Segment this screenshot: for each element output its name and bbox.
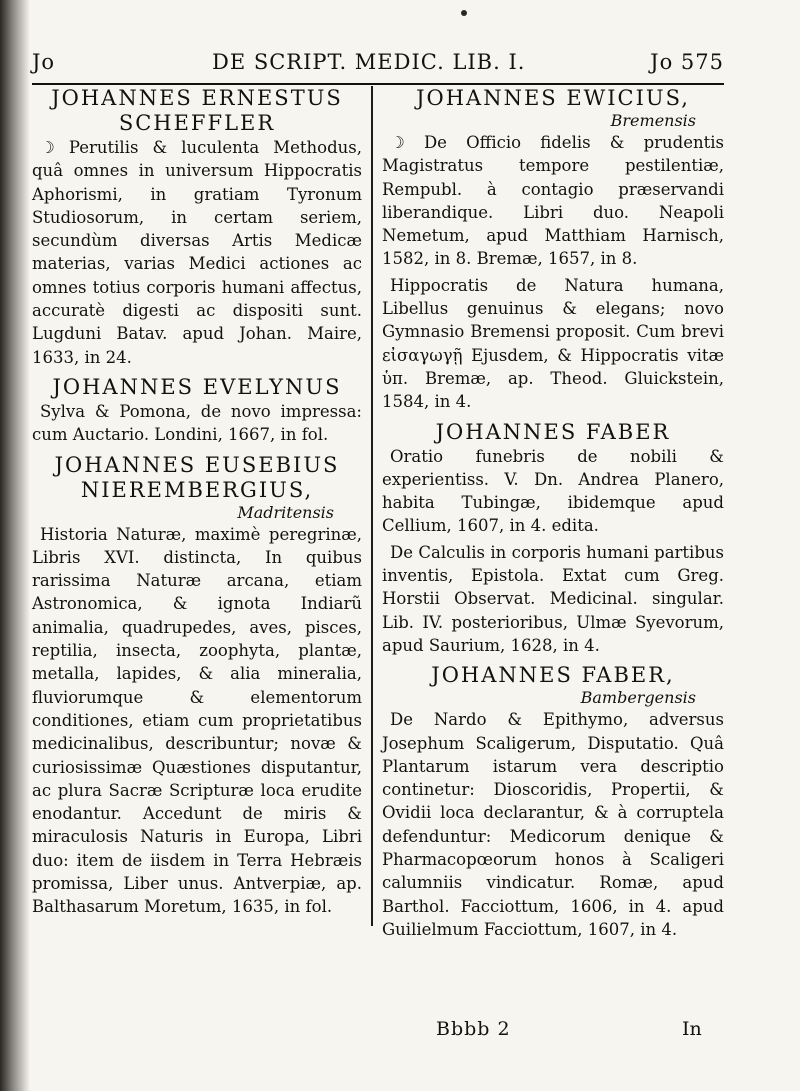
running-head-page-number: Jo 575 (650, 50, 724, 74)
author-heading: JOHANNES EVELYNUS (52, 374, 342, 399)
author-origin: Bambergensis (580, 688, 696, 708)
entry-text: De Nardo & Epithymo, adversus Josephum Scaligerum, Disputatio. Quâ Plantarum istarum vera descriptio continetur: Dioscoridis, Propertii, & Ovidii loca declarantur, & à corruptela defenduntur: Medicorum denique & Pharmacopœorum honos à Scaligeri calumniis vindicatur. Romæ, apud Barthol. Facciottum, 1606, in 4. apud Guilielmum Facciottum, 1607, in 4. (382, 710, 724, 939)
author-heading: JOHANNES ERNESTUS SCHEFFLER (51, 86, 343, 135)
author-heading: JOHANNES EWICIUS, (416, 86, 690, 110)
header-rule (32, 83, 724, 85)
running-head (32, 50, 724, 84)
author-origin: Bremensis (610, 111, 696, 130)
author-heading: JOHANNES FABER (435, 419, 671, 444)
entry-text: ☽ Perutilis & luculenta Methodus, quâ omnes in universum Hippocratis Aphorismi, in gratiam Tyronum Studiosorum, in certam seriem, secundùm diversas Artis Medicæ materias, varias Medici actiones ac omnes totius corporis humani affectus, accuratè digesti ac dispositi sunt. Lugduni Batav. apud Johan. Maire, 1633, in 24. (32, 138, 362, 367)
catalog-entry (32, 375, 362, 447)
entry-text: Oratio funebris de nobili & experientiss. V. Dn. Andrea Planero, habita Tubingæ, ibidemque apud Cellium, 1607, in 4. edita. (382, 446, 724, 536)
catalog-entry (382, 663, 724, 941)
running-head-title: DE SCRIPT. MEDIC. LIB. I. (212, 50, 526, 74)
column-rule (371, 86, 373, 926)
catalog-entry (382, 420, 724, 658)
entry-text: Hippocratis de Natura humana, Libellus genuinus & elegans; novo Gymnasio Bremensi proposit. Cum brevi εἰσαγωγῇ Ejusdem, & Hippocratis vitæ ὑπ. Bremæ, ap. Theod. Gluickstein, 1584, in 4. (382, 275, 724, 412)
entry-text: Sylva & Pomona, de novo impressa: cum Auctario. Londini, 1667, in fol. (32, 401, 362, 445)
left-column (32, 86, 362, 925)
catalog-entry (32, 86, 362, 369)
running-head-left: Jo (32, 50, 56, 74)
gutter-shadow (0, 0, 30, 1091)
author-heading: JOHANNES EUSEBIUS NIEREMBERGIUS, (54, 452, 340, 502)
author-heading: JOHANNES FABER, (431, 663, 675, 688)
author-origin: Madritensis (237, 502, 334, 522)
catchword: In (682, 1018, 702, 1040)
entry-text: Historia Naturæ, maximè peregrinæ, Libris XVI. distincta, In quibus rarissima Naturæ arcana, etiam Astronomica, & ignota Indiarũ animalia, quadrupedes, aves, pisces, reptilia, insecta, zoophyta, plantæ, metalla, lapides, & alia mineralia, fluviorumque & elementorum conditiones, etiam cum proprietatibus medicinalibus, describuntur; novæ & curiosissimæ Quæstiones disputantur, ac plura Sacræ Scripturæ loca erudite enodantur. Accedunt de miris & miraculosis Naturis in Europa, Libri duo: item de iisdem in Terra Hebræis promissa, Liber unus. Antverpiæ, ap. Balthasarum Moretum, 1635, in fol. (32, 524, 362, 917)
catalog-entry (382, 86, 724, 414)
right-column (382, 86, 724, 947)
entry-text: ☽ De Officio fidelis & prudentis Magistratus tempore pestilentiæ, Rempubl. à contagio præservandi liberandique. Libri duo. Neapoli Nemetum, apud Matthiam Harnisch, 1582, in 8. Bremæ, 1657, in 8. (382, 133, 724, 269)
printer-signature: Bbbb 2 (436, 1018, 511, 1040)
ink-speck (461, 10, 467, 16)
entry-text: De Calculis in corporis humani partibus inventis, Epistola. Extat cum Greg. Horstii Observat. Medicinal. singular. Lib. IV. posterioribus, Ulmæ Syevorum, apud Saurium, 1628, in 4. (382, 542, 724, 655)
catalog-entry (32, 453, 362, 919)
